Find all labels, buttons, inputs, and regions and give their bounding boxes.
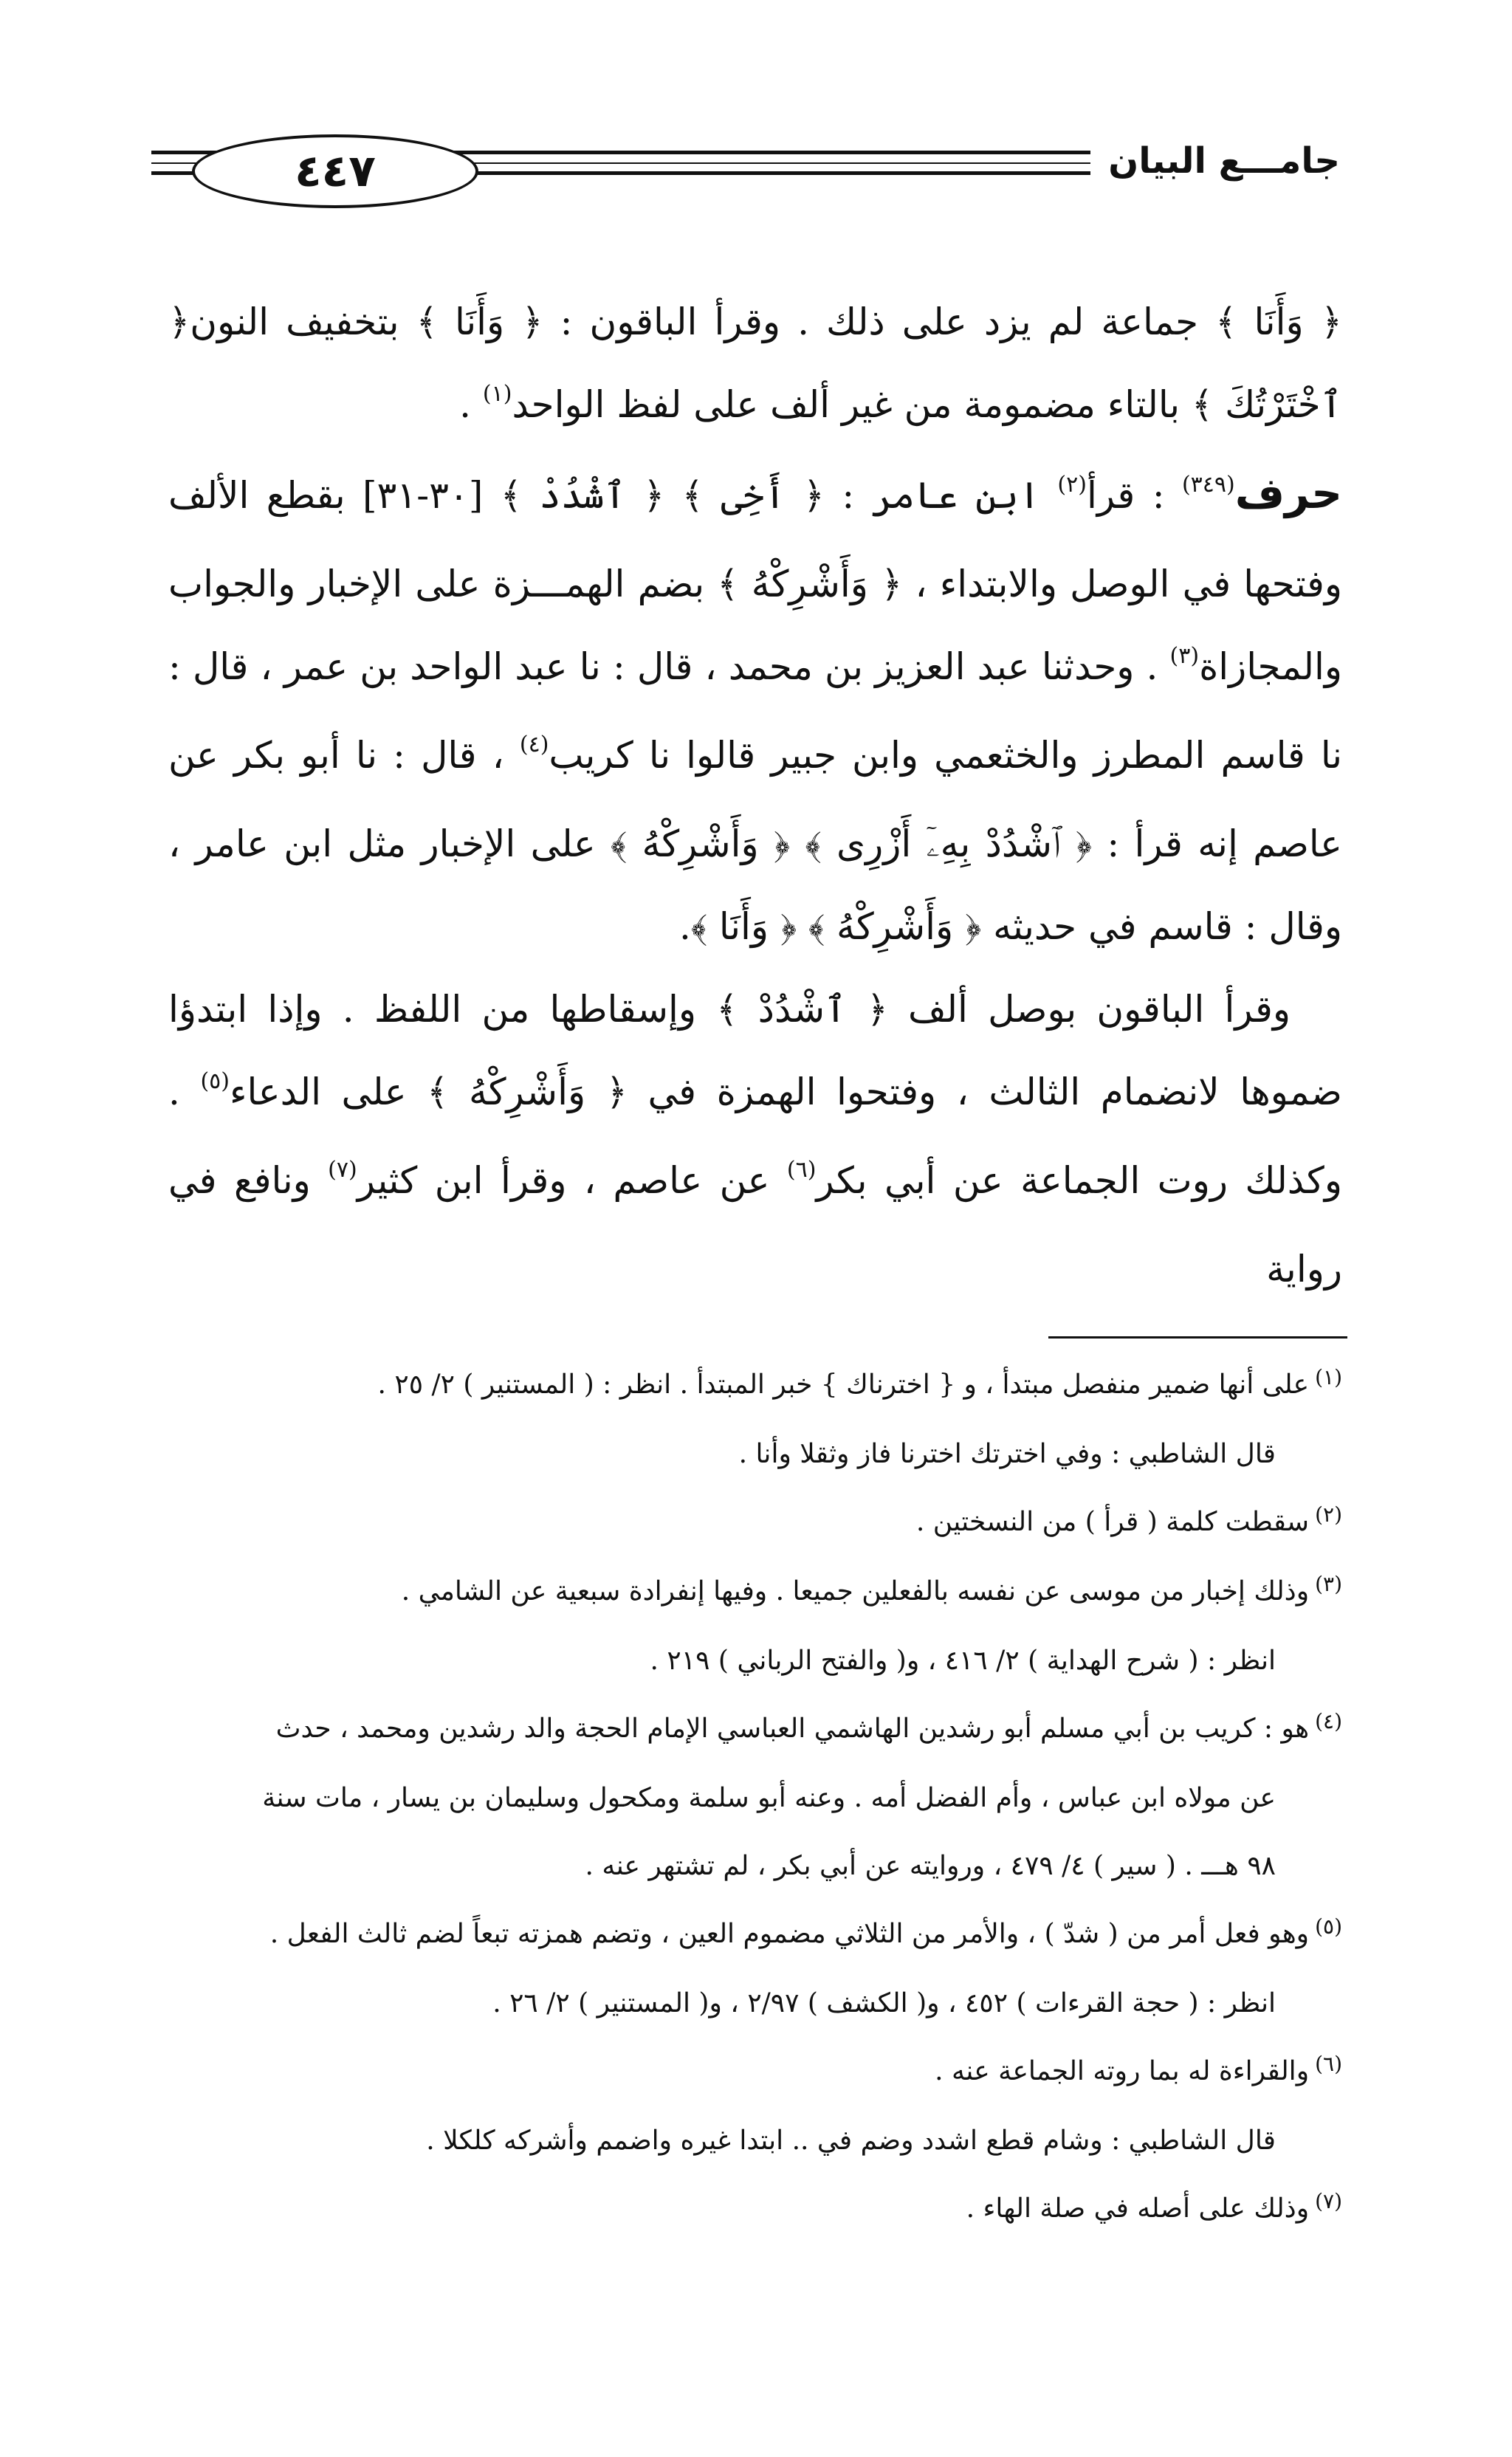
footnote-line: $^{(٥)}$وهو فعل أمر من ( شدّ ) ، والأمر من الثلاثي مضموم العين ، وتضم همزته تبعاً لضم ثالث الفعل .: [269, 1914, 1342, 1949]
harf-heading: حرف: [1234, 468, 1342, 518]
footnote-ref: (٣): [1169, 643, 1200, 669]
footnote-line: $^{(١)}$على أنها ضمير منفصل مبتدأ ، و { اخترناك } خبر المبتدأ . انظر : ( المستنير ) ٢/ ٢٥ .: [377, 1365, 1342, 1400]
footnote-line: $^{(٤)}$هو : كريب بن أبي مسلم أبو رشدين الهاشمي العباسي الإمام الحجة والد رشدين ومحمد ، حدث: [275, 1709, 1342, 1744]
main-text: [168, 281, 1342, 1310]
footnote-line: $^{(٣)}$وذلك إخبار من موسى عن نفسه بالفعلين جميعا . وفيها إنفرادة سبعية عن الشامي .: [401, 1572, 1342, 1606]
footnote-line: $^{(٦)}$والقراءة له بما روته الجماعة عنه .: [935, 2052, 1342, 2086]
harf-number: (٣٤٩): [1181, 472, 1235, 498]
footnote-line: قال الشاطبي : وفي اخترتك اخترنا فاز وثقلا وأنا .: [738, 1439, 1276, 1469]
footnote-ref: (١): [482, 381, 512, 407]
footnote-line: $^{(٢)}$سقطت كلمة ( قرأ ) من النسختين .: [915, 1502, 1342, 1537]
footnote-ref: (٥): [200, 1068, 230, 1094]
page-number: ٤٤٧: [192, 134, 478, 208]
footnote-ref: (٤): [519, 732, 549, 757]
footnote-line: انظر : ( شرح الهداية ) ٢/ ٤١٦ ، و( والفتح الرباني ) ٢١٩ .: [650, 1646, 1276, 1676]
footnote-ref: (٦): [786, 1157, 817, 1183]
footnote-line: قال الشاطبي : وشام قطع اشدد وضم في .. ابتدا غيره واضمم وأشركه كلكلا .: [426, 2126, 1276, 2156]
footnote-line: عن مولاه ابن عباس ، وأم الفضل أمه . وعنه أبو سلمة ومكحول وسليمان بن يسار ، مات سنة: [262, 1783, 1276, 1813]
footnote-line: ٩٨ هـــ . ( سير ) ٤/ ٤٧٩ ، وروايته عن أبي بكر ، لم تشتهر عنه .: [585, 1851, 1276, 1881]
footnote-divider: [1048, 1336, 1347, 1339]
running-head: جامـــع البيان: [1090, 140, 1340, 182]
footnote-line: انظر : ( حجة القرءات ) ٤٥٢ ، و( الكشف ) ٢/٩٧ ، و( المستنير ) ٢/ ٢٦ .: [492, 1988, 1276, 2018]
paragraph-1: ﴿ وَأَنَا ﴾ جماعة لم يزد على ذلك . وقرأ الباقون : ﴿ وَأَنَا ﴾ بتخفيف النون﴿ ٱخْتَرْتُكَ ﴾ بالتاء مضمومة من غير ألف على لفظ الواحد$^{(١)}$ .: [168, 300, 1342, 426]
page-header: [151, 126, 1340, 214]
footnote-ref: (٧): [328, 1157, 357, 1183]
footnote-ref: (٢): [1057, 472, 1087, 498]
footnotes: [168, 1351, 1342, 2244]
footnote-line: $^{(٧)}$وذلك على أصله في صلة الهاء .: [966, 2189, 1342, 2224]
paragraph-3: وقرأ الباقون بوصل ألف ﴿ ٱشْدُدْ ﴾ وإسقاطها من اللفظ . وإذا ابتدؤا ضموها لانضمام الثالث ، وفتحوا الهمزة في ﴿ وَأَشْرِكْهُ ﴾ على الدعاء$^{(٥)}$ . وكذلك روت الجماعة عن أبي بكر$^{(٦)}$ عن عاصم ، وقرأ ابن كثير$^{(٧)}$ ونافع في رواية: [168, 988, 1342, 1291]
paragraph-2: حرف$^{(٣٤٩)}$ : قرأ$^{(٢)}$ ابن عامر : ﴿ أَخِى ﴾ ﴿ ٱشْدُدْ ﴾ [٣٠-٣١] بقطع الألف وفتحها في الوصل والابتداء ، ﴿ وَأَشْرِكْهُ ﴾ بضم الهمـــزة على الإخبار والجواب والمجازاة$^{(٣)}$ . وحدثنا عبد العزيز بن محمد ، قال : نا عبد الواحد بن عمر ، قال : نا قاسم المطرز والخثعمي وابن جبير قالوا نا كريب$^{(٤)}$ ، قال : نا أبو بكر عن عاصم إنه قرأ : ﴿ ٱشْدُدْ بِهِۦٓ أَزْرِى ﴾ ﴿ وَأَشْرِكْهُ ﴾ على الإخبار مثل ابن عامر ، وقال : قاسم في حديثه ﴿ وَأَشْرِكْهُ ﴾ ﴿ وَأَنَا ﴾.: [168, 468, 1342, 948]
